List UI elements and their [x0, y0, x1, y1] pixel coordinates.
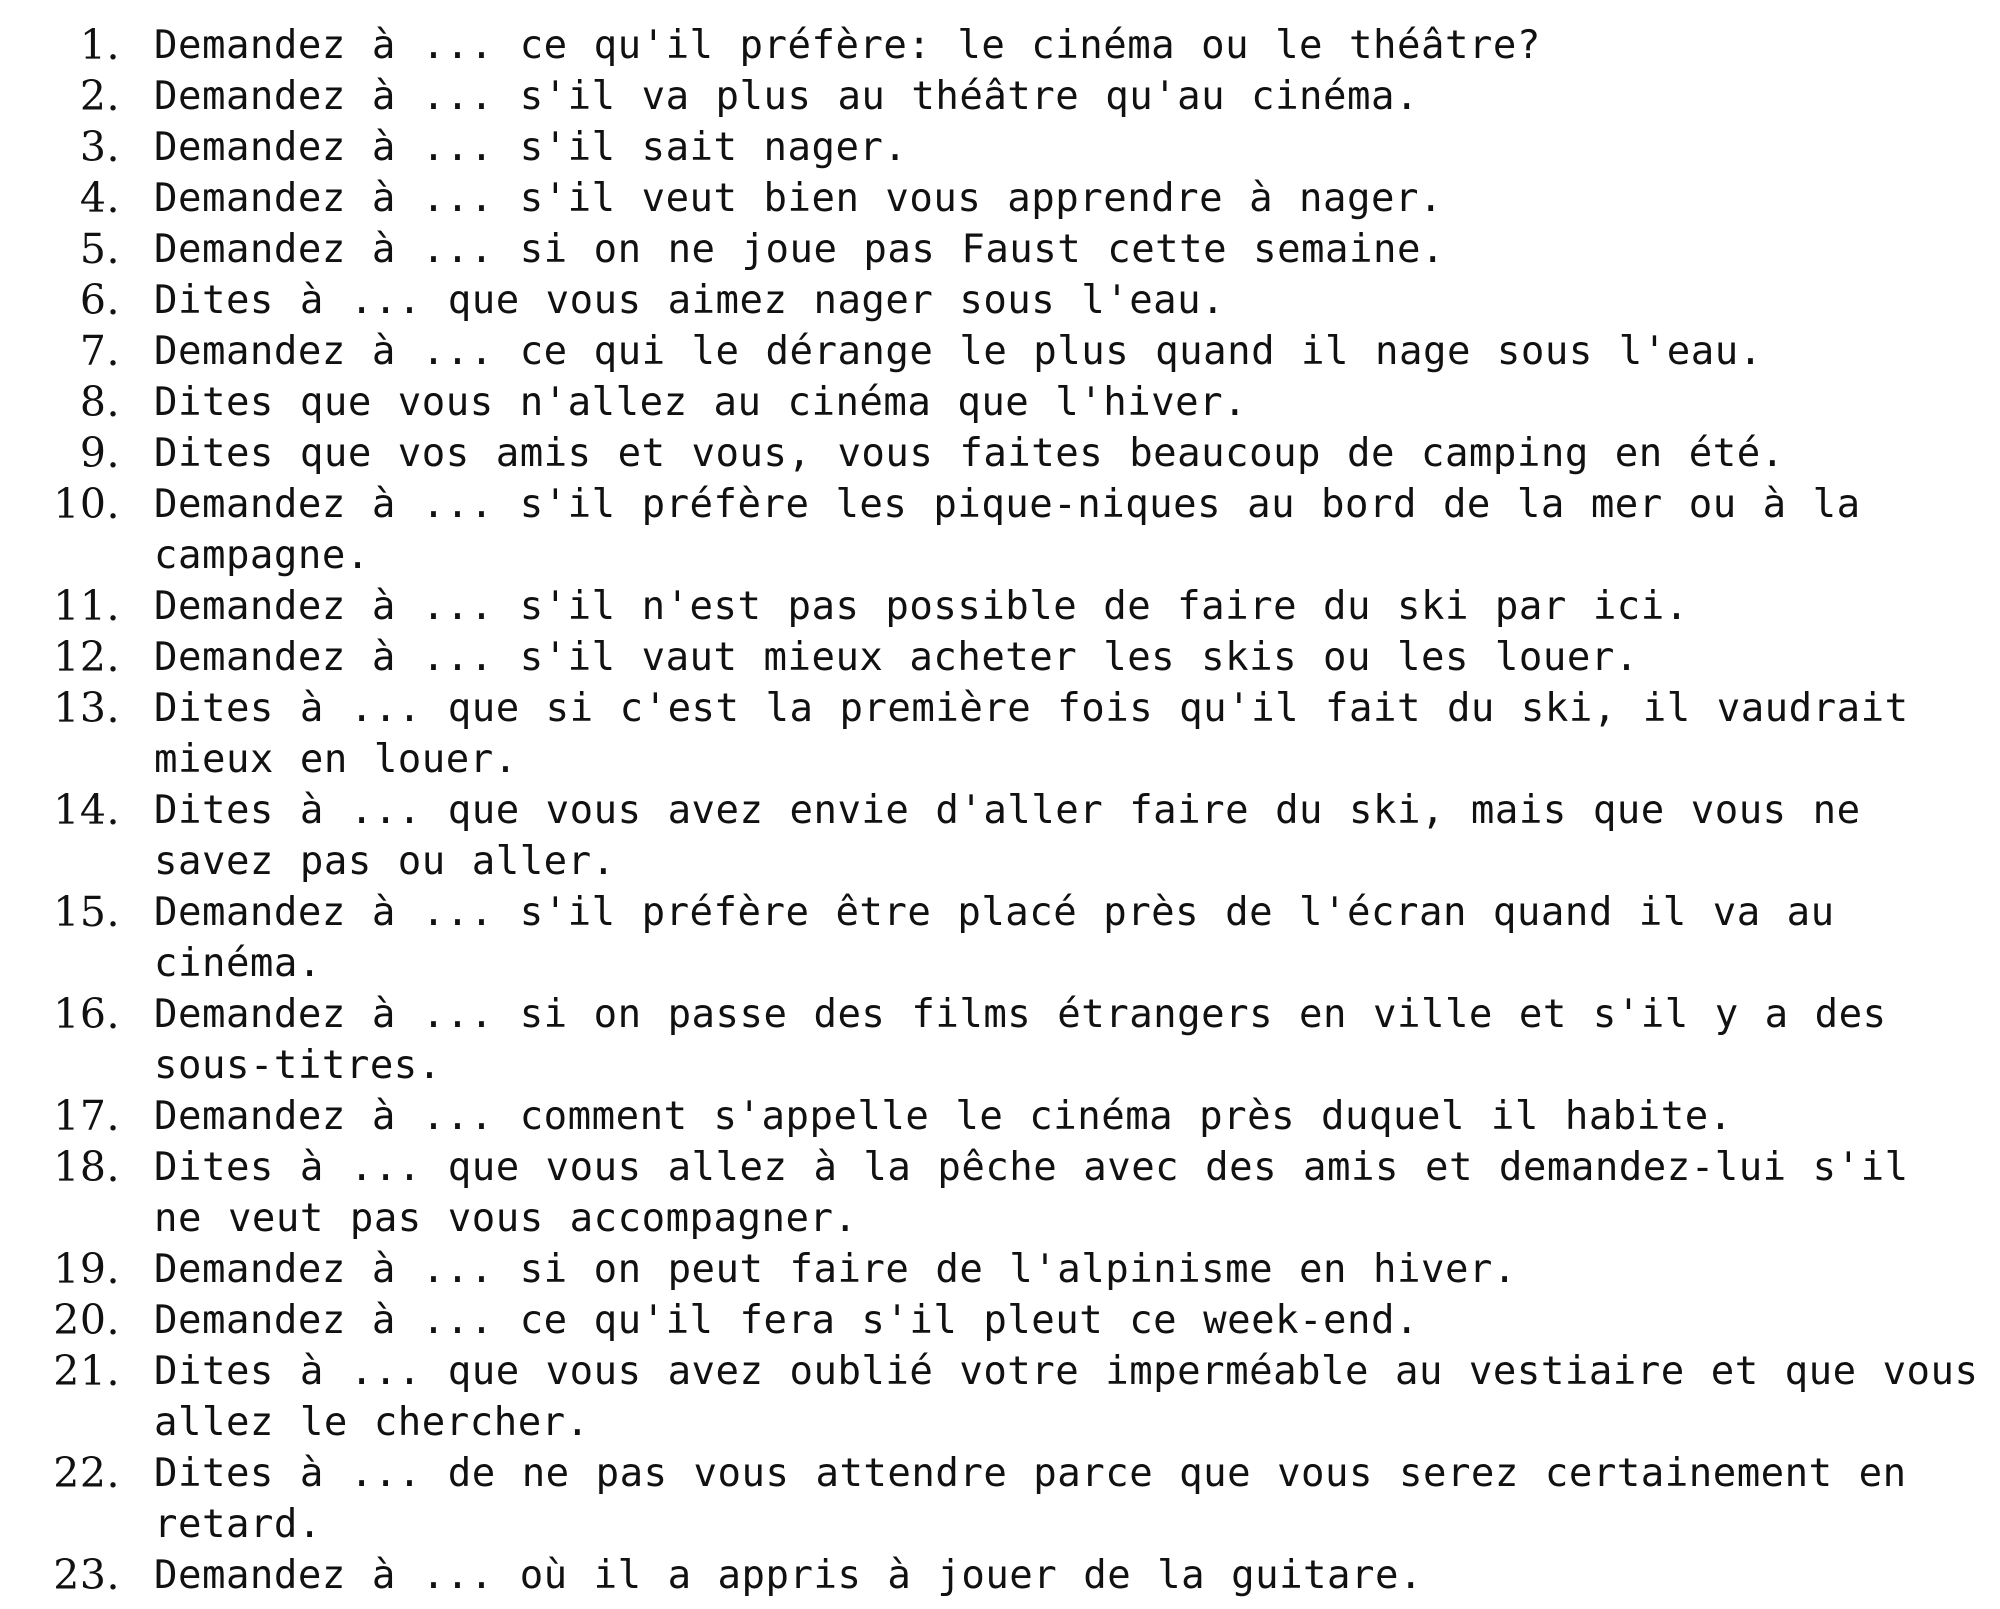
item-number: 9.: [79, 429, 120, 477]
list-item: [20, 1295, 1980, 1346]
item-text: Demandez à ... s'il sait nager.: [154, 125, 908, 170]
list-item: [20, 173, 1980, 224]
item-text: Demandez à ... où il a appris à jouer de la guitare.: [154, 1553, 1423, 1598]
list-item: [20, 20, 1980, 71]
item-number: 10.: [53, 480, 120, 528]
item-text: Demandez à ... s'il vaut mieux acheter les skis ou les louer.: [154, 635, 1639, 680]
item-number: 14.: [53, 786, 120, 834]
list-item: [20, 224, 1980, 275]
item-number: 6.: [79, 276, 120, 324]
list-item: [20, 479, 1980, 581]
item-text: Dites à ... de ne pas vous attendre parce que vous serez certainement en retard.: [154, 1451, 1907, 1547]
item-number: 16.: [53, 990, 120, 1038]
list-item: [20, 377, 1980, 428]
item-number: 21.: [53, 1347, 120, 1395]
item-number: 17.: [53, 1092, 120, 1140]
item-number: 3.: [79, 123, 120, 171]
item-number: 23.: [53, 1551, 120, 1599]
item-text: Demandez à ... ce qui le dérange le plus quand il nage sous l'eau.: [154, 329, 1763, 374]
item-number: 5.: [79, 225, 120, 273]
list-item: [20, 326, 1980, 377]
item-number: 4.: [79, 174, 120, 222]
list-item: [20, 428, 1980, 479]
item-text: Demandez à ... s'il préfère être placé près de l'écran quand il va au cinéma.: [154, 890, 1835, 986]
list-item: [20, 683, 1980, 785]
item-number: 19.: [53, 1245, 120, 1293]
item-text: Dites que vous n'allez au cinéma que l'hiver.: [154, 380, 1248, 425]
item-text: Demandez à ... ce qu'il fera s'il pleut ce week-end.: [154, 1298, 1419, 1343]
item-number: 20.: [53, 1296, 120, 1344]
list-item: [20, 122, 1980, 173]
item-text: Dites à ... que vous avez envie d'aller faire du ski, mais que vous ne savez pas ou aller.: [154, 788, 1861, 884]
item-text: Dites à ... que vous allez à la pêche avec des amis et demandez-lui s'il ne veut pas vous accompagner.: [154, 1145, 1909, 1241]
item-text: Dites que vos amis et vous, vous faites beaucoup de camping en été.: [154, 431, 1785, 476]
item-number: 22.: [53, 1449, 120, 1497]
item-number: 2.: [79, 72, 120, 120]
list-item: [20, 1550, 1980, 1601]
item-text: Dites à ... que vous aimez nager sous l'eau.: [154, 278, 1226, 323]
list-item: [20, 989, 1980, 1091]
item-text: Demandez à ... comment s'appelle le cinéma près duquel il habite.: [154, 1094, 1733, 1139]
item-number: 1.: [79, 21, 120, 69]
list-item: [20, 275, 1980, 326]
list-item: [20, 71, 1980, 122]
item-number: 7.: [79, 327, 120, 375]
list-item: [20, 1448, 1980, 1550]
item-number: 15.: [53, 888, 120, 936]
item-text: Demandez à ... si on peut faire de l'alpinisme en hiver.: [154, 1247, 1517, 1292]
item-number: 8.: [79, 378, 120, 426]
item-text: Demandez à ... s'il n'est pas possible de faire du ski par ici.: [154, 584, 1689, 629]
list-item: [20, 1142, 1980, 1244]
item-text: Demandez à ... s'il préfère les pique-niques au bord de la mer ou à la campagne.: [154, 482, 1861, 578]
list-item: [20, 581, 1980, 632]
item-number: 13.: [53, 684, 120, 732]
item-number: 11.: [53, 582, 120, 630]
item-text: Demandez à ... si on ne joue pas Faust cette semaine.: [154, 227, 1445, 272]
list-item: [20, 785, 1980, 887]
list-item: [20, 1091, 1980, 1142]
item-text: Demandez à ... s'il veut bien vous apprendre à nager.: [154, 176, 1443, 221]
item-text: Demandez à ... s'il va plus au théâtre qu'au cinéma.: [154, 74, 1419, 119]
exercise-list: [20, 20, 1980, 1601]
list-item: [20, 887, 1980, 989]
list-item: [20, 632, 1980, 683]
item-text: Demandez à ... si on passe des films étrangers en ville et s'il y a des sous-titres.: [154, 992, 1887, 1088]
item-text: Dites à ... que vous avez oublié votre imperméable au vestiaire et que vous allez le chercher.: [154, 1349, 1979, 1445]
item-text: Dites à ... que si c'est la première fois qu'il fait du ski, il vaudrait mieux en louer.: [154, 686, 1909, 782]
item-number: 18.: [53, 1143, 120, 1191]
list-item: [20, 1346, 1980, 1448]
list-item: [20, 1244, 1980, 1295]
item-number: 12.: [53, 633, 120, 681]
item-text: Demandez à ... ce qu'il préfère: le cinéma ou le théâtre?: [154, 23, 1541, 68]
